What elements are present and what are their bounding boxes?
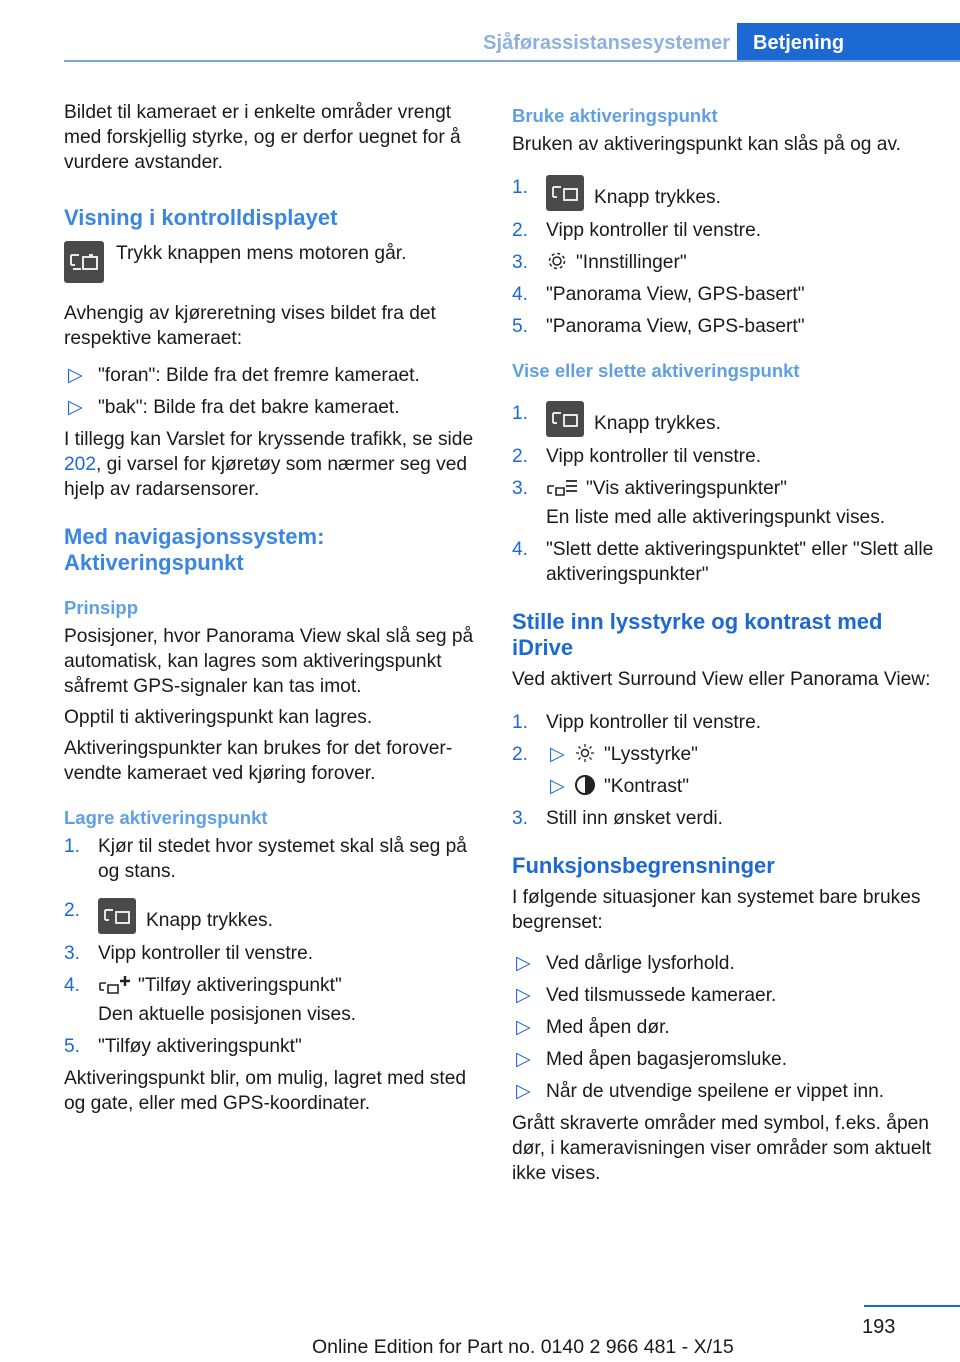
list-item: 3. Vipp kontroller til venstre. bbox=[64, 943, 314, 964]
forward-paragraph: Aktiveringspunkter kan brukes for det forovervendte kameraet ved kjøring forover. bbox=[64, 738, 453, 784]
saved-paragraph: Aktiveringspunkt blir, om mulig, lagret med sted og gate, eller med GPS-koordinater. bbox=[64, 1068, 467, 1114]
list-item: ▷ "foran": Bilde fra det fremre kameraet. bbox=[68, 365, 420, 386]
use-steps bbox=[512, 175, 942, 339]
bullet-triangle-icon: ▷ bbox=[68, 397, 83, 418]
bullet-triangle-icon: ▷ bbox=[516, 953, 531, 974]
press-text: Trykk knappen mens motoren går. bbox=[116, 243, 407, 264]
heading-use: Bruke aktiveringspunkt bbox=[512, 105, 718, 126]
list-item: ▷ Når de utvendige speilene er vippet inn. bbox=[516, 1081, 885, 1102]
upto-paragraph: Opptil ti aktiveringspunkt kan lagres. bbox=[64, 707, 373, 728]
list-item: ▷ Ved dårlige lysforhold. bbox=[516, 953, 735, 974]
heading-save: Lagre aktiveringspunkt bbox=[64, 807, 268, 828]
list-item: 1. Knapp trykkes. bbox=[512, 175, 942, 211]
heading-limits: Funksjonsbegrensninger bbox=[512, 853, 775, 878]
left-column bbox=[64, 100, 484, 1122]
heading-brightness: Stille inn lysstyrke og kontrast med iDrive bbox=[512, 609, 883, 660]
gear-icon bbox=[546, 250, 568, 272]
bullet-triangle-icon: ▷ bbox=[516, 1049, 531, 1070]
heading-display: Visning i kontrolldisplayet bbox=[64, 205, 338, 230]
page-link-202[interactable]: 202 bbox=[64, 454, 97, 475]
camera-button-icon bbox=[546, 175, 584, 211]
list-item: 4. "Slett dette aktiveringspunktet" eller "Slett alle aktiveringspunkter" bbox=[512, 539, 934, 585]
show-steps bbox=[512, 401, 942, 587]
list-points-icon bbox=[546, 478, 578, 498]
list-item: ▷ Med åpen dør. bbox=[516, 1017, 670, 1038]
list-item: 3. Still inn ønsket verdi. bbox=[512, 808, 724, 829]
bullet-triangle-icon: ▷ bbox=[68, 365, 83, 386]
list-item: 2. Knapp trykkes. bbox=[64, 898, 484, 934]
cross-traffic-paragraph: I tillegg kan Varslet for kryssende trafikk, se side 202, gi varsel for kjøretøy som nærmer seg ved hjelp av radarsensorer. bbox=[64, 429, 474, 500]
page-number: 193 bbox=[862, 1316, 896, 1338]
list-item: 1. Kjør til stedet hvor systemet skal slå seg på og stans. bbox=[64, 836, 467, 882]
right-column bbox=[512, 100, 942, 1192]
bullet-triangle-icon: ▷ bbox=[550, 776, 565, 797]
list-item: 1. Knapp trykkes. bbox=[512, 401, 942, 437]
heading-principle: Prinsipp bbox=[64, 597, 139, 618]
brightness-paragraph: Ved aktivert Surround View eller Panorama View: bbox=[512, 669, 931, 690]
list-item: ▷ "bak": Bilde fra det bakre kameraet. bbox=[68, 397, 400, 418]
footer-edition: Online Edition for Part no. 0140 2 966 481 - X/15 bbox=[312, 1336, 734, 1358]
save-steps bbox=[64, 834, 484, 1059]
heading-show-delete: Vise eller slette aktiveringspunkt bbox=[512, 360, 800, 381]
depend-paragraph: Avhengig av kjøreretning vises bildet fra det respektive kameraet: bbox=[64, 303, 436, 349]
brightness-steps bbox=[512, 710, 942, 831]
camera-button-icon bbox=[98, 898, 136, 934]
list-item: 4. "Tilføy aktiveringspunkt" Den aktuelle posisjonen vises. bbox=[64, 975, 357, 1025]
brightness-icon bbox=[574, 742, 596, 764]
bullet-triangle-icon: ▷ bbox=[550, 744, 565, 765]
bullet-triangle-icon: ▷ bbox=[516, 1081, 531, 1102]
header-rule bbox=[64, 60, 960, 62]
heading-navigation: Med navigasjonssystem: Aktiveringspunkt bbox=[64, 524, 325, 575]
bullet-triangle-icon: ▷ bbox=[516, 985, 531, 1006]
press-button-instruction bbox=[64, 241, 484, 283]
camera-button-icon bbox=[546, 401, 584, 437]
list-item: ▷ Ved tilsmussede kameraer. bbox=[516, 985, 777, 1006]
camera-bullets bbox=[64, 363, 484, 420]
limits-list bbox=[512, 951, 942, 1104]
list-item: 2. Vipp kontroller til venstre. bbox=[512, 446, 762, 467]
list-item: ▷ Med åpen bagasjeromsluke. bbox=[516, 1049, 788, 1070]
contrast-icon bbox=[574, 774, 596, 796]
list-item: 5. "Panorama View, GPS-basert" bbox=[512, 316, 805, 337]
add-point-icon bbox=[98, 975, 130, 995]
list-item: 3. "Innstillinger" bbox=[512, 252, 687, 273]
camera-button-icon bbox=[64, 241, 104, 283]
list-item: 1. Vipp kontroller til venstre. bbox=[512, 712, 762, 733]
list-item: 4. "Panorama View, GPS-basert" bbox=[512, 284, 805, 305]
list-item: 2. ▷ "Lysstyrke" ▷ "Kontrast" bbox=[512, 744, 698, 797]
grey-areas-paragraph: Grått skraverte områder med symbol, f.eks. åpen dør, i kameravisningen viser områder som aktuelt ikke vises. bbox=[512, 1113, 932, 1184]
list-item: 5. "Tilføy aktiveringspunkt" bbox=[64, 1036, 302, 1057]
list-item: 3. "Vis aktiveringspunkter" En liste med alle aktiveringspunkt vises. bbox=[512, 478, 886, 528]
intro-paragraph: Bildet til kameraet er i enkelte områder vrengt med forskjellig styrke, og er derfor uegnet for å vurdere avstander. bbox=[64, 102, 461, 173]
header-section-title: Sjåførassistansesystemer bbox=[483, 32, 730, 54]
bullet-triangle-icon: ▷ bbox=[516, 1017, 531, 1038]
header-tab-betjening[interactable]: Betjening bbox=[737, 23, 960, 62]
use-paragraph: Bruken av aktiveringspunkt kan slås på og av. bbox=[512, 134, 901, 155]
limits-paragraph: I følgende situasjoner kan systemet bare brukes begrenset: bbox=[512, 887, 921, 933]
principle-paragraph: Posisjoner, hvor Panorama View skal slå seg på automatisk, kan lagres som aktiveringspunkt såfremt GPS-signaler kan tas imot. bbox=[64, 626, 474, 697]
footer-rule bbox=[864, 1305, 960, 1307]
list-item: 2. Vipp kontroller til venstre. bbox=[512, 220, 762, 241]
